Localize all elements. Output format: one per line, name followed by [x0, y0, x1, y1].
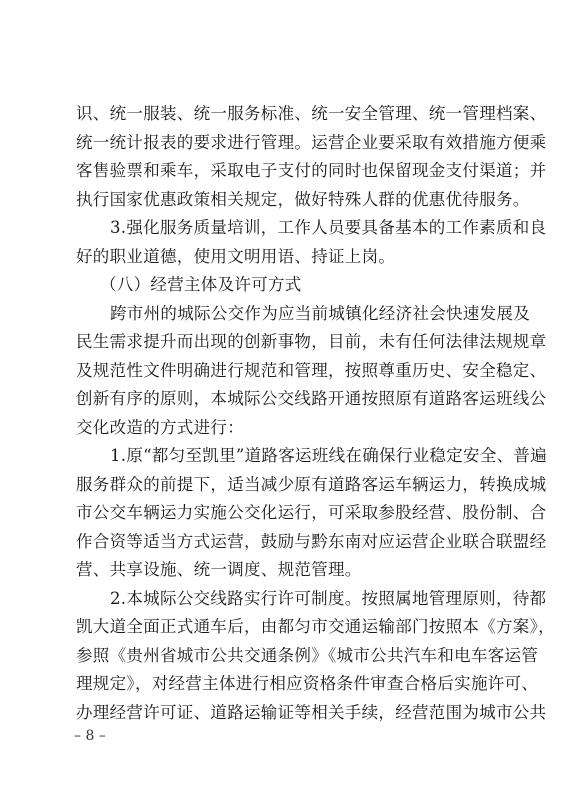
body-text-line: 2.本城际公交线路实行许可制度。按照属地管理原则，待都: [110, 589, 547, 608]
body-text-line: 办理经营许可证、道路运输证等相关手续，经营范围为城市公共: [76, 703, 547, 722]
body-text-line: 执行国家优惠政策相关规定，做好特殊人群的优惠优待服务。: [76, 190, 530, 209]
body-text-line: 营、共享设施、统一调度、规范管理。: [76, 560, 362, 579]
body-text-line: 统一统计报表的要求进行管理。运营企业要采取有效措施方便乘: [76, 133, 547, 152]
section-heading: （八）经营主体及许可方式: [100, 275, 302, 294]
body-text-line: 识、统一服装、统一服务标准、统一安全管理、统一管理档案、: [76, 104, 547, 123]
body-text-line: 民生需求提升而出现的创新事物，目前，未有任何法律法规规章: [76, 332, 547, 351]
body-text-line: 创新有序的原则，本城际公交线路开通按照原有道路客运班线公: [76, 389, 547, 408]
body-text-line: 作合资等适当方式运营，鼓励与黔东南对应运营企业联合联盟经: [76, 532, 547, 551]
body-text-line: 服务群众的前提下，适当减少原有道路客运车辆运力，转换成城: [76, 475, 547, 494]
body-text-line: 客售验票和乘车，采取电子支付的同时也保留现金支付渠道；并: [76, 161, 547, 180]
body-text-line: 凯大道全面正式通车后，由都匀市交通运输部门按照本《方案》，: [76, 617, 555, 636]
body-text-line: 跨市州的城际公交作为应当前城镇化经济社会快速发展及: [110, 304, 530, 323]
body-text-line: 理规定》，对经营主体进行相应资格条件审查合格后实施许可、: [76, 674, 539, 693]
body-text-line: 参照《贵州省城市公共交通条例》《城市公共汽车和电车客运管: [76, 646, 539, 665]
body-text-line: 及规范性文件明确进行规范和管理，按照尊重历史、安全稳定、: [76, 361, 547, 380]
body-text-line: 3.强化服务质量培训，工作人员要具备基本的工作素质和良: [110, 218, 547, 237]
body-text-line: 1.原“都匀至凯里”道路客运班线在确保行业稳定安全、普遍: [110, 446, 548, 465]
page-number: – 8 –: [74, 728, 106, 744]
body-text-line: 好的职业道德，使用文明用语、持证上岗。: [76, 247, 396, 266]
body-text-line: 交化改造的方式进行：: [76, 418, 244, 437]
body-text-line: 市公交车辆运力实施公交化运行，可采取参股经营、股份制、合: [76, 503, 547, 522]
